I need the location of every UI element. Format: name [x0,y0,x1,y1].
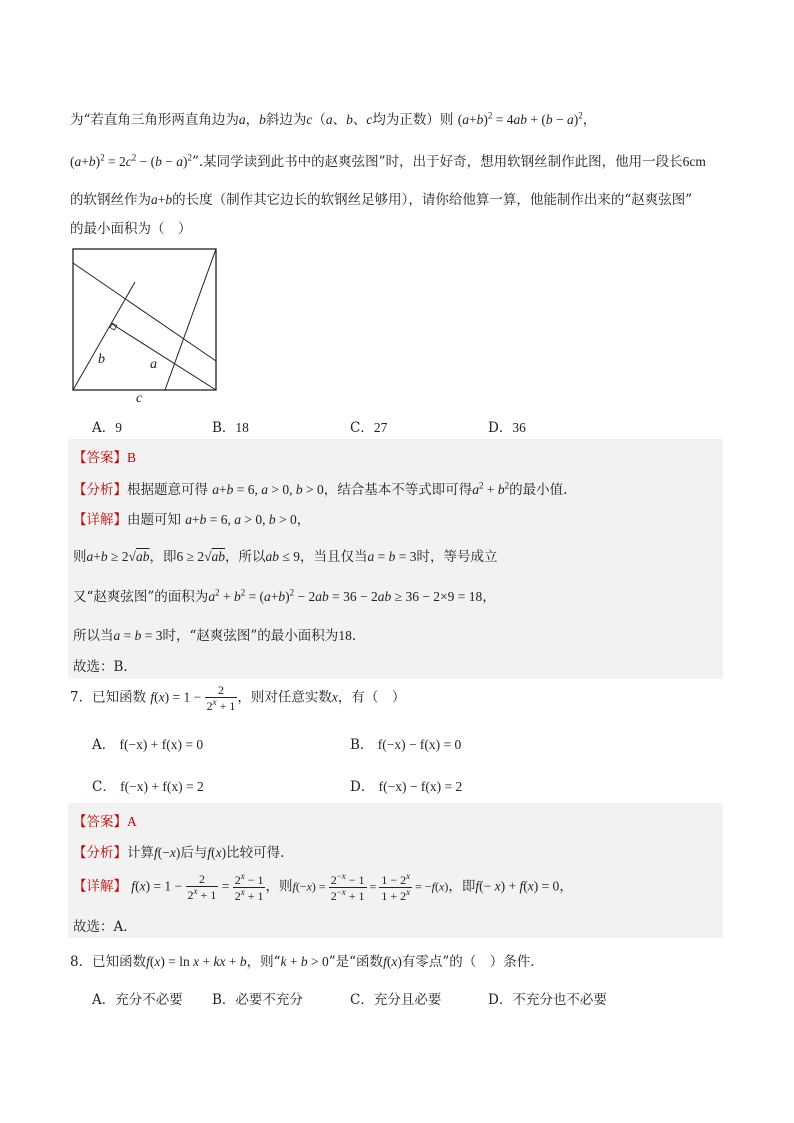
q7-stem: 7．已知函数 f(x) = 1 − $\frac{2}{2^x + 1}$ ，则对任意实数x，有（ ） [70,683,406,713]
q7-choose: 故选：A. [73,919,128,935]
q7-option-b[interactable]: B． f(−x) − f(x) = 0 [350,737,462,753]
label-b: b [98,352,105,367]
q7-detail-row: 【详解】 f(x) = 1 − $\frac{2}{2^x + 1}$ = $\frac{2^x - 1}{2^x + 1}$ ，则f(−x) = $\frac{2^{-x} - 1}{2^{-x} + 1}$ = $\frac{1 - 2^x}{1 + 2^x}$ = −f(x)，即f(− x) + f(x) = 0， [73,871,573,903]
q6-detail-line2: 则a+b ≥ 2√ab，即6 ≥ 2√ab，所以ab ≤ 9，当且仅当a = b = 3时，等号成立 [73,549,498,565]
q6-option-d[interactable]: D．36 [488,420,526,436]
q7-option-d[interactable]: D． f(−x) − f(x) = 2 [350,779,463,795]
label-a: a [150,357,157,372]
q8-option-d[interactable]: D．不充分也不必要 [488,992,607,1008]
q7-solution [68,803,723,938]
q7-answer-row: 【答案】A [73,814,137,830]
q8-stem: 8．已知函数f(x) = ln x + kx + b，则“k + b > 0”是“函数f(x)有零点”的（ ）条件. [70,954,535,970]
q7-option-a[interactable]: A． f(−x) + f(x) = 0 [92,737,204,753]
q8-option-b[interactable]: B．必要不充分 [212,992,303,1008]
q6-option-c[interactable]: C．27 [350,420,388,436]
q7-option-c[interactable]: C． f(−x) + f(x) = 2 [92,779,204,795]
q8-option-c[interactable]: C．充分且必要 [350,992,442,1008]
label-c: c [136,391,143,406]
q8-option-a[interactable]: A．充分不必要 [92,992,183,1008]
q6-line1: 为“若直角三角形两直角边为a，b斜边为c（a、b、c均为正数）则 $(a+b)^2 = 4ab + (b - a)^2$， [70,110,597,128]
q6-detail-line4: 所以当a = b = 3时，“赵爽弦图”的最小面积为18. [73,628,357,644]
q6-line4: 的最小面积为（ ） [70,221,192,237]
q6-analysis-row: 【分析】根据题意可得 a+b = 6, a > 0, b > 0，结合基本不等式即可得$a^2 + b^2$的最小值. [73,480,568,498]
q6-option-a[interactable]: A．9 [92,420,122,436]
q6-detail-line3: 又“赵爽弦图”的面积为$a^2 + b^2 = (a+b)^2 - 2ab = 36 - 2ab \ge 36 - 2\times 9 = 18$， [73,587,496,605]
q6-solution [68,439,723,679]
q6-detail-row: 【详解】由题可知 a+b = 6, a > 0, b > 0， [73,512,311,528]
q7-analysis-row: 【分析】计算f(−x)后与f(x)比较可得. [73,845,285,861]
q6-answer-row: 【答案】B [73,450,137,466]
zhao-shuang-figure [68,244,228,406]
q6-choose: 故选：B. [73,659,128,675]
q6-line3: 的软钢丝作为a+b的长度（制作其它边长的软钢丝足够用），请你给他算一算，他能制作出来的“赵爽弦图” [70,192,693,208]
q6-option-b[interactable]: B．18 [212,420,249,436]
q6-line2: $(a+b)^2 = 2c^2 - (b - a)^2$”.某同学读到此书中的赵爽弦图”时，出于好奇，想用软钢丝制作此图，他用一段长6cm [70,152,706,170]
